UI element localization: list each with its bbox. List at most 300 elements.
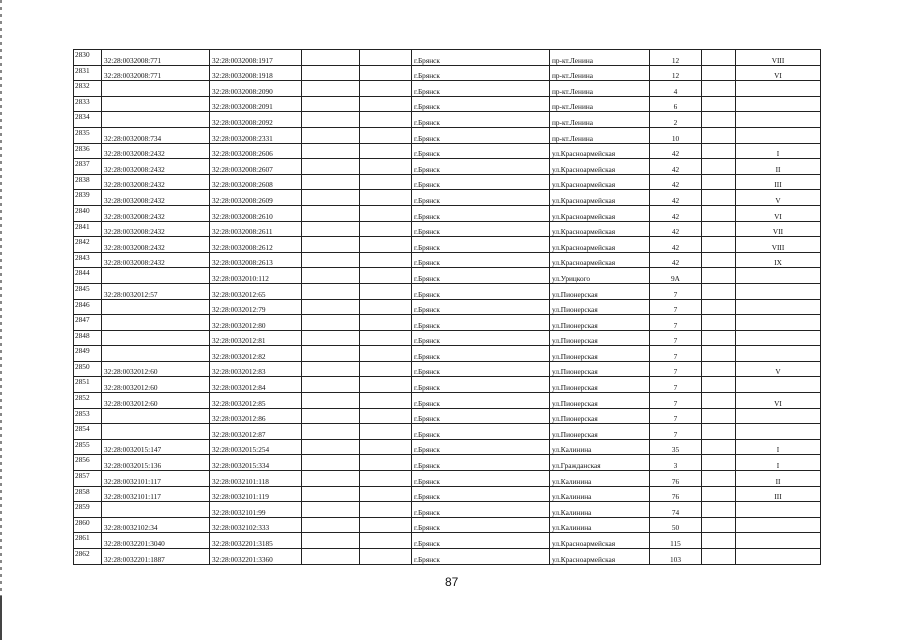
cell-empty	[302, 237, 360, 253]
cell-cadastral-number: 32:28:0032008:2092	[210, 112, 302, 128]
cell-parent-cadastral-number: 32:28:0032008:2432	[102, 237, 210, 253]
cell-empty	[702, 486, 736, 502]
cell-parent-cadastral-number: 32:28:0032201:1887	[102, 549, 210, 565]
cell-premises-number: VIII	[736, 50, 821, 66]
cell-empty	[360, 65, 412, 81]
cell-empty	[302, 299, 360, 315]
cell-street: ул.Калинина	[550, 502, 650, 518]
table-row	[74, 424, 821, 440]
cell-street: ул.Пионерская	[550, 346, 650, 362]
cell-cadastral-number: 32:28:0032008:1917	[210, 50, 302, 66]
table-row	[74, 81, 821, 97]
cell-house-number: 4	[650, 81, 702, 97]
cell-city: г.Брянск	[412, 190, 550, 206]
cell-city: г.Брянск	[412, 471, 550, 487]
cell-house-number: 12	[650, 65, 702, 81]
cell-city: г.Брянск	[412, 299, 550, 315]
cell-premises-number	[736, 377, 821, 393]
cell-row-number: 2830	[74, 50, 102, 66]
cell-street: пр-кт.Ленина	[550, 65, 650, 81]
cell-premises-number	[736, 283, 821, 299]
cell-cadastral-number: 32:28:0032012:81	[210, 330, 302, 346]
cell-city: г.Брянск	[412, 377, 550, 393]
cell-row-number: 2837	[74, 159, 102, 175]
cell-cadastral-number: 32:28:0032012:85	[210, 393, 302, 409]
cell-premises-number: VI	[736, 65, 821, 81]
cell-parent-cadastral-number	[102, 330, 210, 346]
cell-parent-cadastral-number	[102, 408, 210, 424]
cell-cadastral-number: 32:28:0032008:2608	[210, 174, 302, 190]
cell-street: ул.Пионерская	[550, 424, 650, 440]
cell-parent-cadastral-number	[102, 299, 210, 315]
cell-row-number: 2841	[74, 221, 102, 237]
cell-house-number: 7	[650, 346, 702, 362]
cell-city: г.Брянск	[412, 408, 550, 424]
cell-house-number: 50	[650, 517, 702, 533]
cell-row-number: 2833	[74, 96, 102, 112]
cell-city: г.Брянск	[412, 81, 550, 97]
cell-premises-number: I	[736, 455, 821, 471]
cell-empty	[702, 96, 736, 112]
cell-street: ул.Пионерская	[550, 330, 650, 346]
cell-parent-cadastral-number: 32:28:0032008:2432	[102, 252, 210, 268]
cell-empty	[702, 408, 736, 424]
cell-empty	[702, 393, 736, 409]
cell-empty	[360, 315, 412, 331]
cell-empty	[702, 268, 736, 284]
cell-empty	[360, 549, 412, 565]
table-row	[74, 205, 821, 221]
table-row	[74, 486, 821, 502]
cell-empty	[360, 190, 412, 206]
cell-premises-number	[736, 112, 821, 128]
cell-cadastral-number: 32:28:0032015:254	[210, 439, 302, 455]
cell-premises-number: I	[736, 439, 821, 455]
cell-premises-number	[736, 533, 821, 549]
cell-premises-number	[736, 549, 821, 565]
cell-empty	[702, 361, 736, 377]
cell-city: г.Брянск	[412, 315, 550, 331]
cell-premises-number: II	[736, 471, 821, 487]
cell-empty	[302, 455, 360, 471]
cell-house-number: 42	[650, 174, 702, 190]
cell-empty	[360, 424, 412, 440]
cell-city: г.Брянск	[412, 424, 550, 440]
cell-city: г.Брянск	[412, 346, 550, 362]
cell-empty	[302, 330, 360, 346]
cell-house-number: 6	[650, 96, 702, 112]
cell-empty	[302, 549, 360, 565]
table-row	[74, 517, 821, 533]
cell-empty	[360, 174, 412, 190]
table-row	[74, 50, 821, 66]
table-row	[74, 346, 821, 362]
cell-row-number: 2856	[74, 455, 102, 471]
cell-premises-number: VIII	[736, 237, 821, 253]
cell-city: г.Брянск	[412, 174, 550, 190]
cell-parent-cadastral-number: 32:28:0032008:734	[102, 127, 210, 143]
cell-cadastral-number: 32:28:0032012:87	[210, 424, 302, 440]
cell-parent-cadastral-number: 32:28:0032012:60	[102, 377, 210, 393]
table-row	[74, 143, 821, 159]
cell-cadastral-number: 32:28:0032012:82	[210, 346, 302, 362]
cell-parent-cadastral-number: 32:28:0032008:2432	[102, 190, 210, 206]
cell-empty	[702, 377, 736, 393]
cell-empty	[302, 361, 360, 377]
cell-empty	[702, 237, 736, 253]
cell-empty	[702, 346, 736, 362]
cell-city: г.Брянск	[412, 393, 550, 409]
cell-row-number: 2860	[74, 517, 102, 533]
cell-cadastral-number: 32:28:0032012:86	[210, 408, 302, 424]
cell-house-number: 9А	[650, 268, 702, 284]
cell-empty	[302, 377, 360, 393]
cell-empty	[360, 205, 412, 221]
cell-empty	[702, 205, 736, 221]
table-row	[74, 549, 821, 565]
cell-empty	[360, 486, 412, 502]
cell-cadastral-number: 32:28:0032008:2613	[210, 252, 302, 268]
cell-house-number: 42	[650, 205, 702, 221]
cell-premises-number	[736, 315, 821, 331]
table-body	[74, 50, 821, 565]
cell-house-number: 42	[650, 159, 702, 175]
cell-city: г.Брянск	[412, 549, 550, 565]
cell-premises-number	[736, 346, 821, 362]
cell-empty	[702, 502, 736, 518]
cell-cadastral-number: 32:28:0032012:80	[210, 315, 302, 331]
cell-parent-cadastral-number: 32:28:0032008:771	[102, 50, 210, 66]
cell-row-number: 2853	[74, 408, 102, 424]
table-row	[74, 174, 821, 190]
cell-premises-number: VI	[736, 205, 821, 221]
cell-row-number: 2854	[74, 424, 102, 440]
cell-row-number: 2836	[74, 143, 102, 159]
cell-cadastral-number: 32:28:0032008:2606	[210, 143, 302, 159]
cell-row-number: 2857	[74, 471, 102, 487]
table-row	[74, 159, 821, 175]
cell-parent-cadastral-number: 32:28:0032201:3040	[102, 533, 210, 549]
cell-empty	[702, 81, 736, 97]
cell-empty	[702, 315, 736, 331]
cell-empty	[302, 471, 360, 487]
cell-empty	[360, 299, 412, 315]
cell-city: г.Брянск	[412, 221, 550, 237]
cell-empty	[302, 517, 360, 533]
cell-city: г.Брянск	[412, 127, 550, 143]
cell-row-number: 2842	[74, 237, 102, 253]
cell-premises-number: III	[736, 174, 821, 190]
cell-street: ул.Красноармейская	[550, 237, 650, 253]
cell-empty	[702, 299, 736, 315]
cell-cadastral-number: 32:28:0032101:119	[210, 486, 302, 502]
cell-parent-cadastral-number: 32:28:0032008:2432	[102, 174, 210, 190]
table-row	[74, 315, 821, 331]
cell-parent-cadastral-number: 32:28:0032015:147	[102, 439, 210, 455]
cell-empty	[302, 205, 360, 221]
cell-empty	[302, 127, 360, 143]
table-row	[74, 361, 821, 377]
cell-parent-cadastral-number: 32:28:0032008:771	[102, 65, 210, 81]
cell-street: ул.Красноармейская	[550, 533, 650, 549]
cell-parent-cadastral-number: 32:28:0032101:117	[102, 471, 210, 487]
cell-empty	[302, 65, 360, 81]
cell-street: ул.Калинина	[550, 486, 650, 502]
table-row	[74, 377, 821, 393]
cell-premises-number	[736, 408, 821, 424]
cell-empty	[360, 252, 412, 268]
cell-empty	[702, 471, 736, 487]
cell-parent-cadastral-number: 32:28:0032102:34	[102, 517, 210, 533]
cell-row-number: 2835	[74, 127, 102, 143]
cell-street: ул.Калинина	[550, 471, 650, 487]
cell-row-number: 2843	[74, 252, 102, 268]
cell-street: ул.Красноармейская	[550, 159, 650, 175]
cell-city: г.Брянск	[412, 237, 550, 253]
cell-parent-cadastral-number: 32:28:0032008:2432	[102, 143, 210, 159]
registry-table	[73, 49, 821, 565]
table-row	[74, 268, 821, 284]
cell-row-number: 2840	[74, 205, 102, 221]
cell-city: г.Брянск	[412, 283, 550, 299]
cell-row-number: 2862	[74, 549, 102, 565]
cell-empty	[702, 455, 736, 471]
cell-empty	[360, 237, 412, 253]
cell-empty	[302, 486, 360, 502]
cell-parent-cadastral-number: 32:28:0032012:60	[102, 361, 210, 377]
cell-parent-cadastral-number: 32:28:0032101:117	[102, 486, 210, 502]
cell-cadastral-number: 32:28:0032101:118	[210, 471, 302, 487]
cell-premises-number: VII	[736, 221, 821, 237]
cell-cadastral-number: 32:28:0032101:99	[210, 502, 302, 518]
cell-row-number: 2847	[74, 315, 102, 331]
cell-premises-number	[736, 424, 821, 440]
cell-street: ул.Пионерская	[550, 377, 650, 393]
cell-cadastral-number: 32:28:0032012:83	[210, 361, 302, 377]
cell-row-number: 2831	[74, 65, 102, 81]
table-row	[74, 252, 821, 268]
cell-row-number: 2855	[74, 439, 102, 455]
cell-cadastral-number: 32:28:0032012:79	[210, 299, 302, 315]
cell-premises-number	[736, 299, 821, 315]
table-row	[74, 65, 821, 81]
cell-row-number: 2834	[74, 112, 102, 128]
cell-house-number: 7	[650, 377, 702, 393]
cell-empty	[302, 315, 360, 331]
cell-empty	[702, 143, 736, 159]
cell-house-number: 7	[650, 299, 702, 315]
cell-cadastral-number: 32:28:0032008:2610	[210, 205, 302, 221]
table-row	[74, 502, 821, 518]
cell-cadastral-number: 32:28:0032201:3360	[210, 549, 302, 565]
cell-house-number: 7	[650, 315, 702, 331]
cell-house-number: 35	[650, 439, 702, 455]
cell-street: ул.Гражданская	[550, 455, 650, 471]
cell-cadastral-number: 32:28:0032008:2609	[210, 190, 302, 206]
table-row	[74, 439, 821, 455]
cell-street: ул.Красноармейская	[550, 549, 650, 565]
cell-cadastral-number: 32:28:0032008:1918	[210, 65, 302, 81]
cell-parent-cadastral-number	[102, 424, 210, 440]
cell-house-number: 12	[650, 50, 702, 66]
cell-parent-cadastral-number	[102, 112, 210, 128]
cell-empty	[360, 96, 412, 112]
cell-street: ул.Пионерская	[550, 393, 650, 409]
cell-empty	[360, 533, 412, 549]
cell-empty	[302, 221, 360, 237]
cell-street: ул.Красноармейская	[550, 221, 650, 237]
cell-house-number: 42	[650, 221, 702, 237]
cell-parent-cadastral-number: 32:28:0032012:60	[102, 393, 210, 409]
cell-house-number: 74	[650, 502, 702, 518]
scan-edge-left	[0, 0, 2, 640]
cell-house-number: 7	[650, 408, 702, 424]
cell-cadastral-number: 32:28:0032012:84	[210, 377, 302, 393]
cell-empty	[302, 159, 360, 175]
cell-street: ул.Пионерская	[550, 299, 650, 315]
cell-empty	[702, 221, 736, 237]
cell-empty	[302, 346, 360, 362]
cell-empty	[360, 330, 412, 346]
cell-house-number: 42	[650, 190, 702, 206]
cell-empty	[702, 65, 736, 81]
cell-street: ул.Пионерская	[550, 283, 650, 299]
cell-row-number: 2861	[74, 533, 102, 549]
cell-street: ул.Красноармейская	[550, 143, 650, 159]
cell-row-number: 2858	[74, 486, 102, 502]
cell-empty	[302, 252, 360, 268]
cell-empty	[302, 283, 360, 299]
cell-city: г.Брянск	[412, 517, 550, 533]
cell-house-number: 7	[650, 283, 702, 299]
cell-premises-number: III	[736, 486, 821, 502]
cell-parent-cadastral-number	[102, 96, 210, 112]
cell-premises-number	[736, 517, 821, 533]
cell-street: пр-кт.Ленина	[550, 96, 650, 112]
cell-empty	[702, 50, 736, 66]
cell-empty	[360, 502, 412, 518]
cell-city: г.Брянск	[412, 143, 550, 159]
cell-row-number: 2844	[74, 268, 102, 284]
cell-street: ул.Красноармейская	[550, 252, 650, 268]
cell-premises-number: V	[736, 190, 821, 206]
cell-empty	[302, 408, 360, 424]
cell-premises-number	[736, 268, 821, 284]
cell-cadastral-number: 32:28:0032015:334	[210, 455, 302, 471]
cell-street: ул.Пионерская	[550, 361, 650, 377]
cell-street: ул.Пионерская	[550, 408, 650, 424]
cell-premises-number: I	[736, 143, 821, 159]
cell-row-number: 2845	[74, 283, 102, 299]
cell-house-number: 115	[650, 533, 702, 549]
cell-street: ул.Красноармейская	[550, 205, 650, 221]
cell-empty	[360, 268, 412, 284]
cell-empty	[360, 127, 412, 143]
table-row	[74, 190, 821, 206]
cell-cadastral-number: 32:28:0032008:2090	[210, 81, 302, 97]
cell-street: ул.Калинина	[550, 439, 650, 455]
cell-city: г.Брянск	[412, 361, 550, 377]
cell-empty	[302, 174, 360, 190]
cell-empty	[360, 471, 412, 487]
cell-cadastral-number: 32:28:0032008:2612	[210, 237, 302, 253]
cell-row-number: 2838	[74, 174, 102, 190]
table-row	[74, 471, 821, 487]
table-row	[74, 283, 821, 299]
cell-empty	[702, 439, 736, 455]
cell-premises-number	[736, 81, 821, 97]
cell-parent-cadastral-number	[102, 268, 210, 284]
cell-cadastral-number: 32:28:0032201:3185	[210, 533, 302, 549]
cell-premises-number: IX	[736, 252, 821, 268]
cell-city: г.Брянск	[412, 486, 550, 502]
cell-premises-number: VI	[736, 393, 821, 409]
cell-cadastral-number: 32:28:0032008:2607	[210, 159, 302, 175]
cell-cadastral-number: 32:28:0032012:65	[210, 283, 302, 299]
cell-empty	[360, 143, 412, 159]
cell-city: г.Брянск	[412, 455, 550, 471]
cell-city: г.Брянск	[412, 159, 550, 175]
cell-house-number: 103	[650, 549, 702, 565]
cell-empty	[360, 393, 412, 409]
cell-house-number: 7	[650, 424, 702, 440]
table-row	[74, 330, 821, 346]
cell-empty	[302, 393, 360, 409]
cell-premises-number	[736, 330, 821, 346]
table-row	[74, 127, 821, 143]
cell-parent-cadastral-number: 32:28:0032012:57	[102, 283, 210, 299]
cell-city: г.Брянск	[412, 502, 550, 518]
cell-empty	[360, 408, 412, 424]
cell-empty	[702, 127, 736, 143]
cell-empty	[302, 424, 360, 440]
cell-city: г.Брянск	[412, 533, 550, 549]
cell-empty	[360, 455, 412, 471]
cell-parent-cadastral-number: 32:28:0032008:2432	[102, 159, 210, 175]
cell-empty	[302, 190, 360, 206]
cell-empty	[702, 283, 736, 299]
cell-street: ул.Красноармейская	[550, 190, 650, 206]
cell-empty	[302, 81, 360, 97]
cell-house-number: 3	[650, 455, 702, 471]
cell-empty	[360, 81, 412, 97]
cell-cadastral-number: 32:28:0032008:2091	[210, 96, 302, 112]
cell-empty	[702, 174, 736, 190]
cell-empty	[702, 533, 736, 549]
cell-empty	[302, 268, 360, 284]
cell-premises-number	[736, 96, 821, 112]
cell-empty	[360, 50, 412, 66]
cell-empty	[702, 330, 736, 346]
cell-parent-cadastral-number	[102, 315, 210, 331]
cell-premises-number	[736, 127, 821, 143]
cell-city: г.Брянск	[412, 439, 550, 455]
table-row	[74, 533, 821, 549]
cell-row-number: 2846	[74, 299, 102, 315]
cell-street: ул.Калинина	[550, 517, 650, 533]
cell-empty	[302, 502, 360, 518]
cell-premises-number: V	[736, 361, 821, 377]
cell-row-number: 2832	[74, 81, 102, 97]
cell-city: г.Брянск	[412, 205, 550, 221]
cell-city: г.Брянск	[412, 268, 550, 284]
cell-empty	[302, 439, 360, 455]
table-row	[74, 455, 821, 471]
cell-house-number: 7	[650, 393, 702, 409]
cell-row-number: 2848	[74, 330, 102, 346]
cell-cadastral-number: 32:28:0032010:112	[210, 268, 302, 284]
cell-row-number: 2850	[74, 361, 102, 377]
